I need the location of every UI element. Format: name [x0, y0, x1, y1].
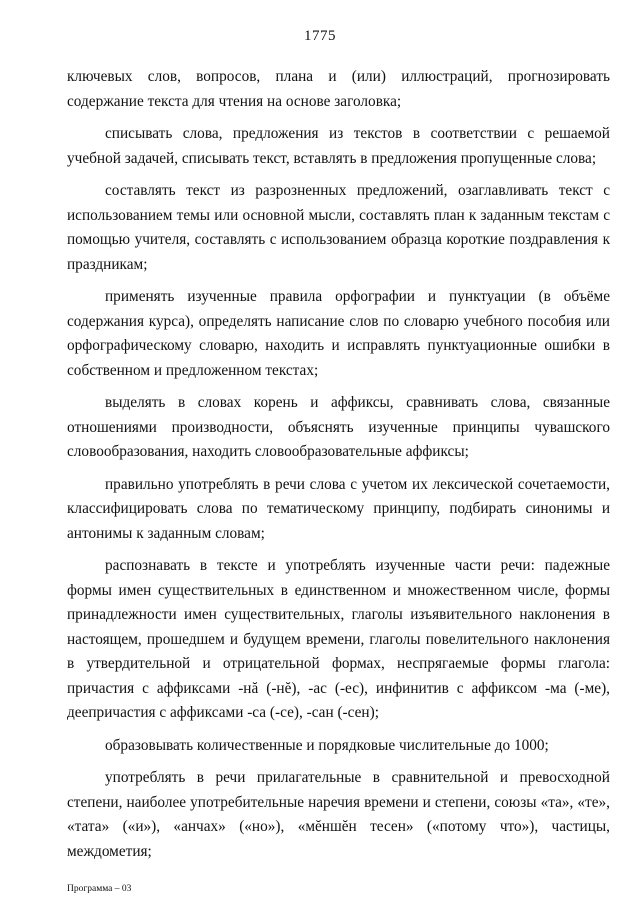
paragraph: правильно употреблять в речи слова с учетом их лексической сочетаемости, классифицировать слова по тематическому принципу, подбирать синонимы и антонимы к заданным словам; — [67, 475, 610, 542]
paragraph: ключевых слов, вопросов, плана и (или) иллюстраций, прогнозировать содержание текста для чтения на основе заголовка; — [67, 68, 610, 110]
paragraph: употреблять в речи прилагательные в сравнительной и превосходной степени, наиболее употребительные наречия времени и степени, союзы «та», «те», «тата» («и»), «анчах» («но»), «мĕншĕн тесен» («потому что»), частицы, междометия; — [67, 769, 610, 860]
page-number: 1775 — [304, 28, 336, 44]
footer-program-label: Программа – 03 — [67, 884, 132, 894]
paragraph: выделять в словах корень и аффиксы, сравнивать слова, связанные отношениями производности, объяснять изученные принципы чувашского словообразования, находить словообразовательные аффиксы; — [67, 394, 610, 460]
paragraph: применять изученные правила орфографии и пунктуации (в объёме содержания курса), определять написание слов по словарю учебного пособия или орфографическому словарю, находить и исправлять пунктуационные ошибки в собственном и предложенном текстах; — [67, 288, 610, 379]
body-text — [67, 65, 610, 872]
paragraph: списывать слова, предложения из текстов в соответствии с решаемой учебной задачей, списывать текст, вставлять в предложения пропущенные слова; — [67, 125, 610, 167]
paragraph: распознавать в тексте и употреблять изученные части речи: падежные формы имен существительных в единственном и множественном числе, формы принадлежности имен существительных, глаголы изъявительного наклонения в настоящем, прошедшем и будущем времени, глаголы повелительного наклонения в утвердительной и отрицательной формах, неспрягаемые формы глагола: причастия с аффиксами -нă (-нĕ), -ас (-ес), инфинитив с аффиксом -ма (-ме), деепричастия с аффиксами -са (-се), -сан (-сен); — [67, 557, 610, 721]
paragraph: образовывать количественные и порядковые числительные до 1000; — [105, 736, 549, 754]
paragraph: составлять текст из разрозненных предложений, озаглавливать текст с использованием темы или основной мысли, составлять план к заданным текстам с помощью учителя, составлять с использованием образца короткие поздравления к праздникам; — [67, 182, 610, 273]
